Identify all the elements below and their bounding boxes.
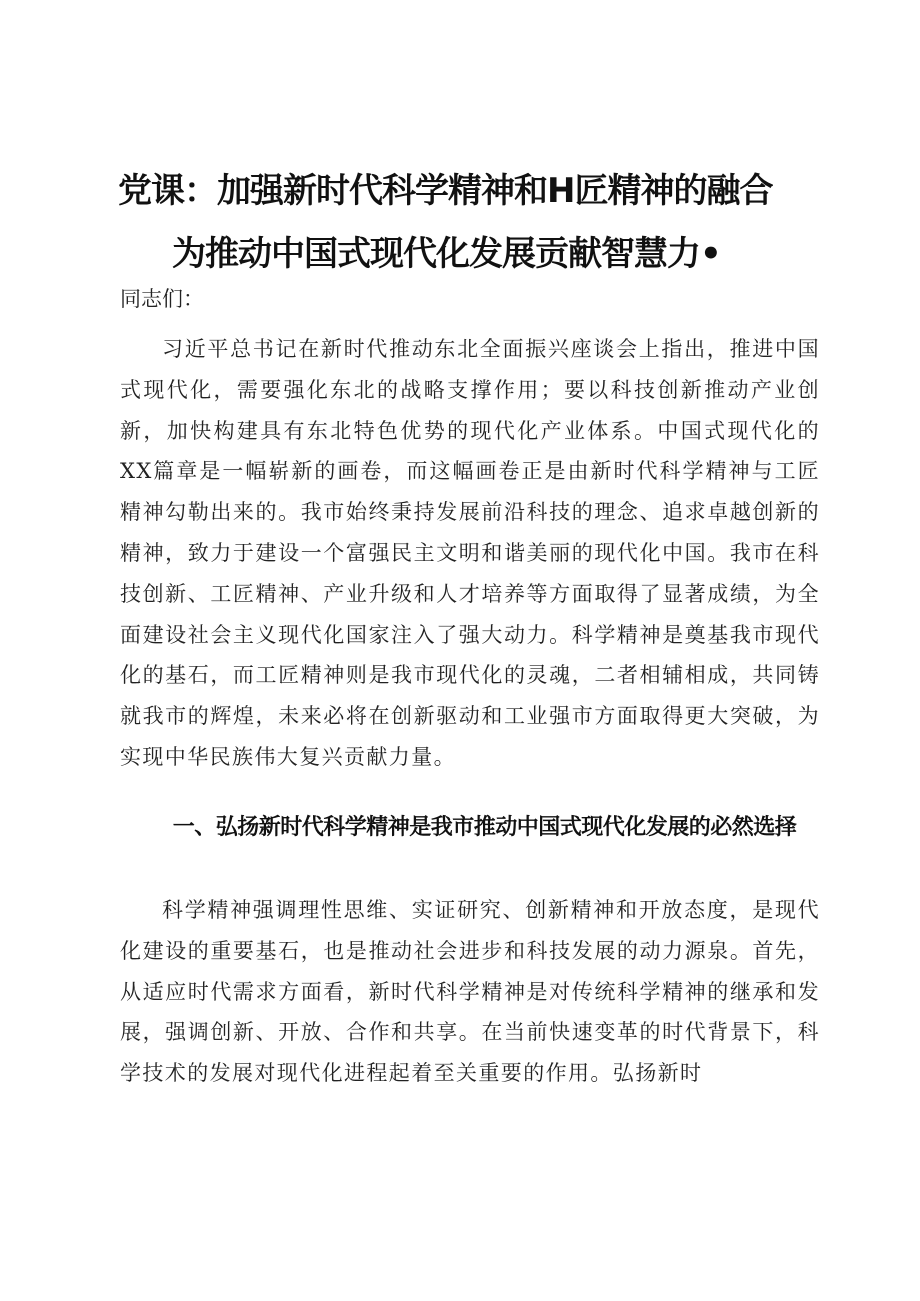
- body-paragraph-2: 科学精神强调理性思维、实证研究、创新精神和开放态度，是现代化建设的重要基石，也是推动社会进步和科技发展的动力源泉。首先，从适应时代需求方面看，新时代科学精神是对传统科学精神的继承和发展，强调创新、开放、合作和共享。在当前快速变革的时代背景下，科学技术的发展对现代化进程起着至关重要的作用。弘扬新时: [120, 898, 820, 1086]
- document-title-line-2: 为推动中国式现代化发展贡献智慧力•: [172, 234, 721, 274]
- body-paragraph-1: 习近平总书记在新时代推动东北全面振兴座谈会上指出，推进中国式现代化，需要强化东北的战略支撑作用；要以科技创新推动产业创新，加快构建具有东北特色优势的现代化产业体系。中国式现代化的XX篇章是一幅崭新的画卷，而这幅画卷正是由新时代科学精神与工匠精神勾勒出来的。我市始终秉持发展前沿科技的理念、追求卓越创新的精神，致力于建设一个富强民主文明和谐美丽的现代化中国。我市在科技创新、工匠精神、产业升级和人才培养等方面取得了显著成绩，为全面建设社会主义现代化国家注入了强大动力。科学精神是奠基我市现代化的基石，而工匠精神则是我市现代化的灵魂，二者相辅相成，共同铸就我市的辉煌，未来必将在创新驱动和工业强市方面取得更大突破，为实现中华民族伟大复兴贡献力量。: [120, 337, 820, 769]
- salutation: 同志们：: [120, 287, 204, 311]
- section-heading-1: 一、弘扬新时代科学精神是我市推动中国式现代化发展的必然选择: [172, 815, 797, 840]
- document-title-line-1: 党课：加强新时代科学精神和H匠精神的融合: [118, 171, 773, 211]
